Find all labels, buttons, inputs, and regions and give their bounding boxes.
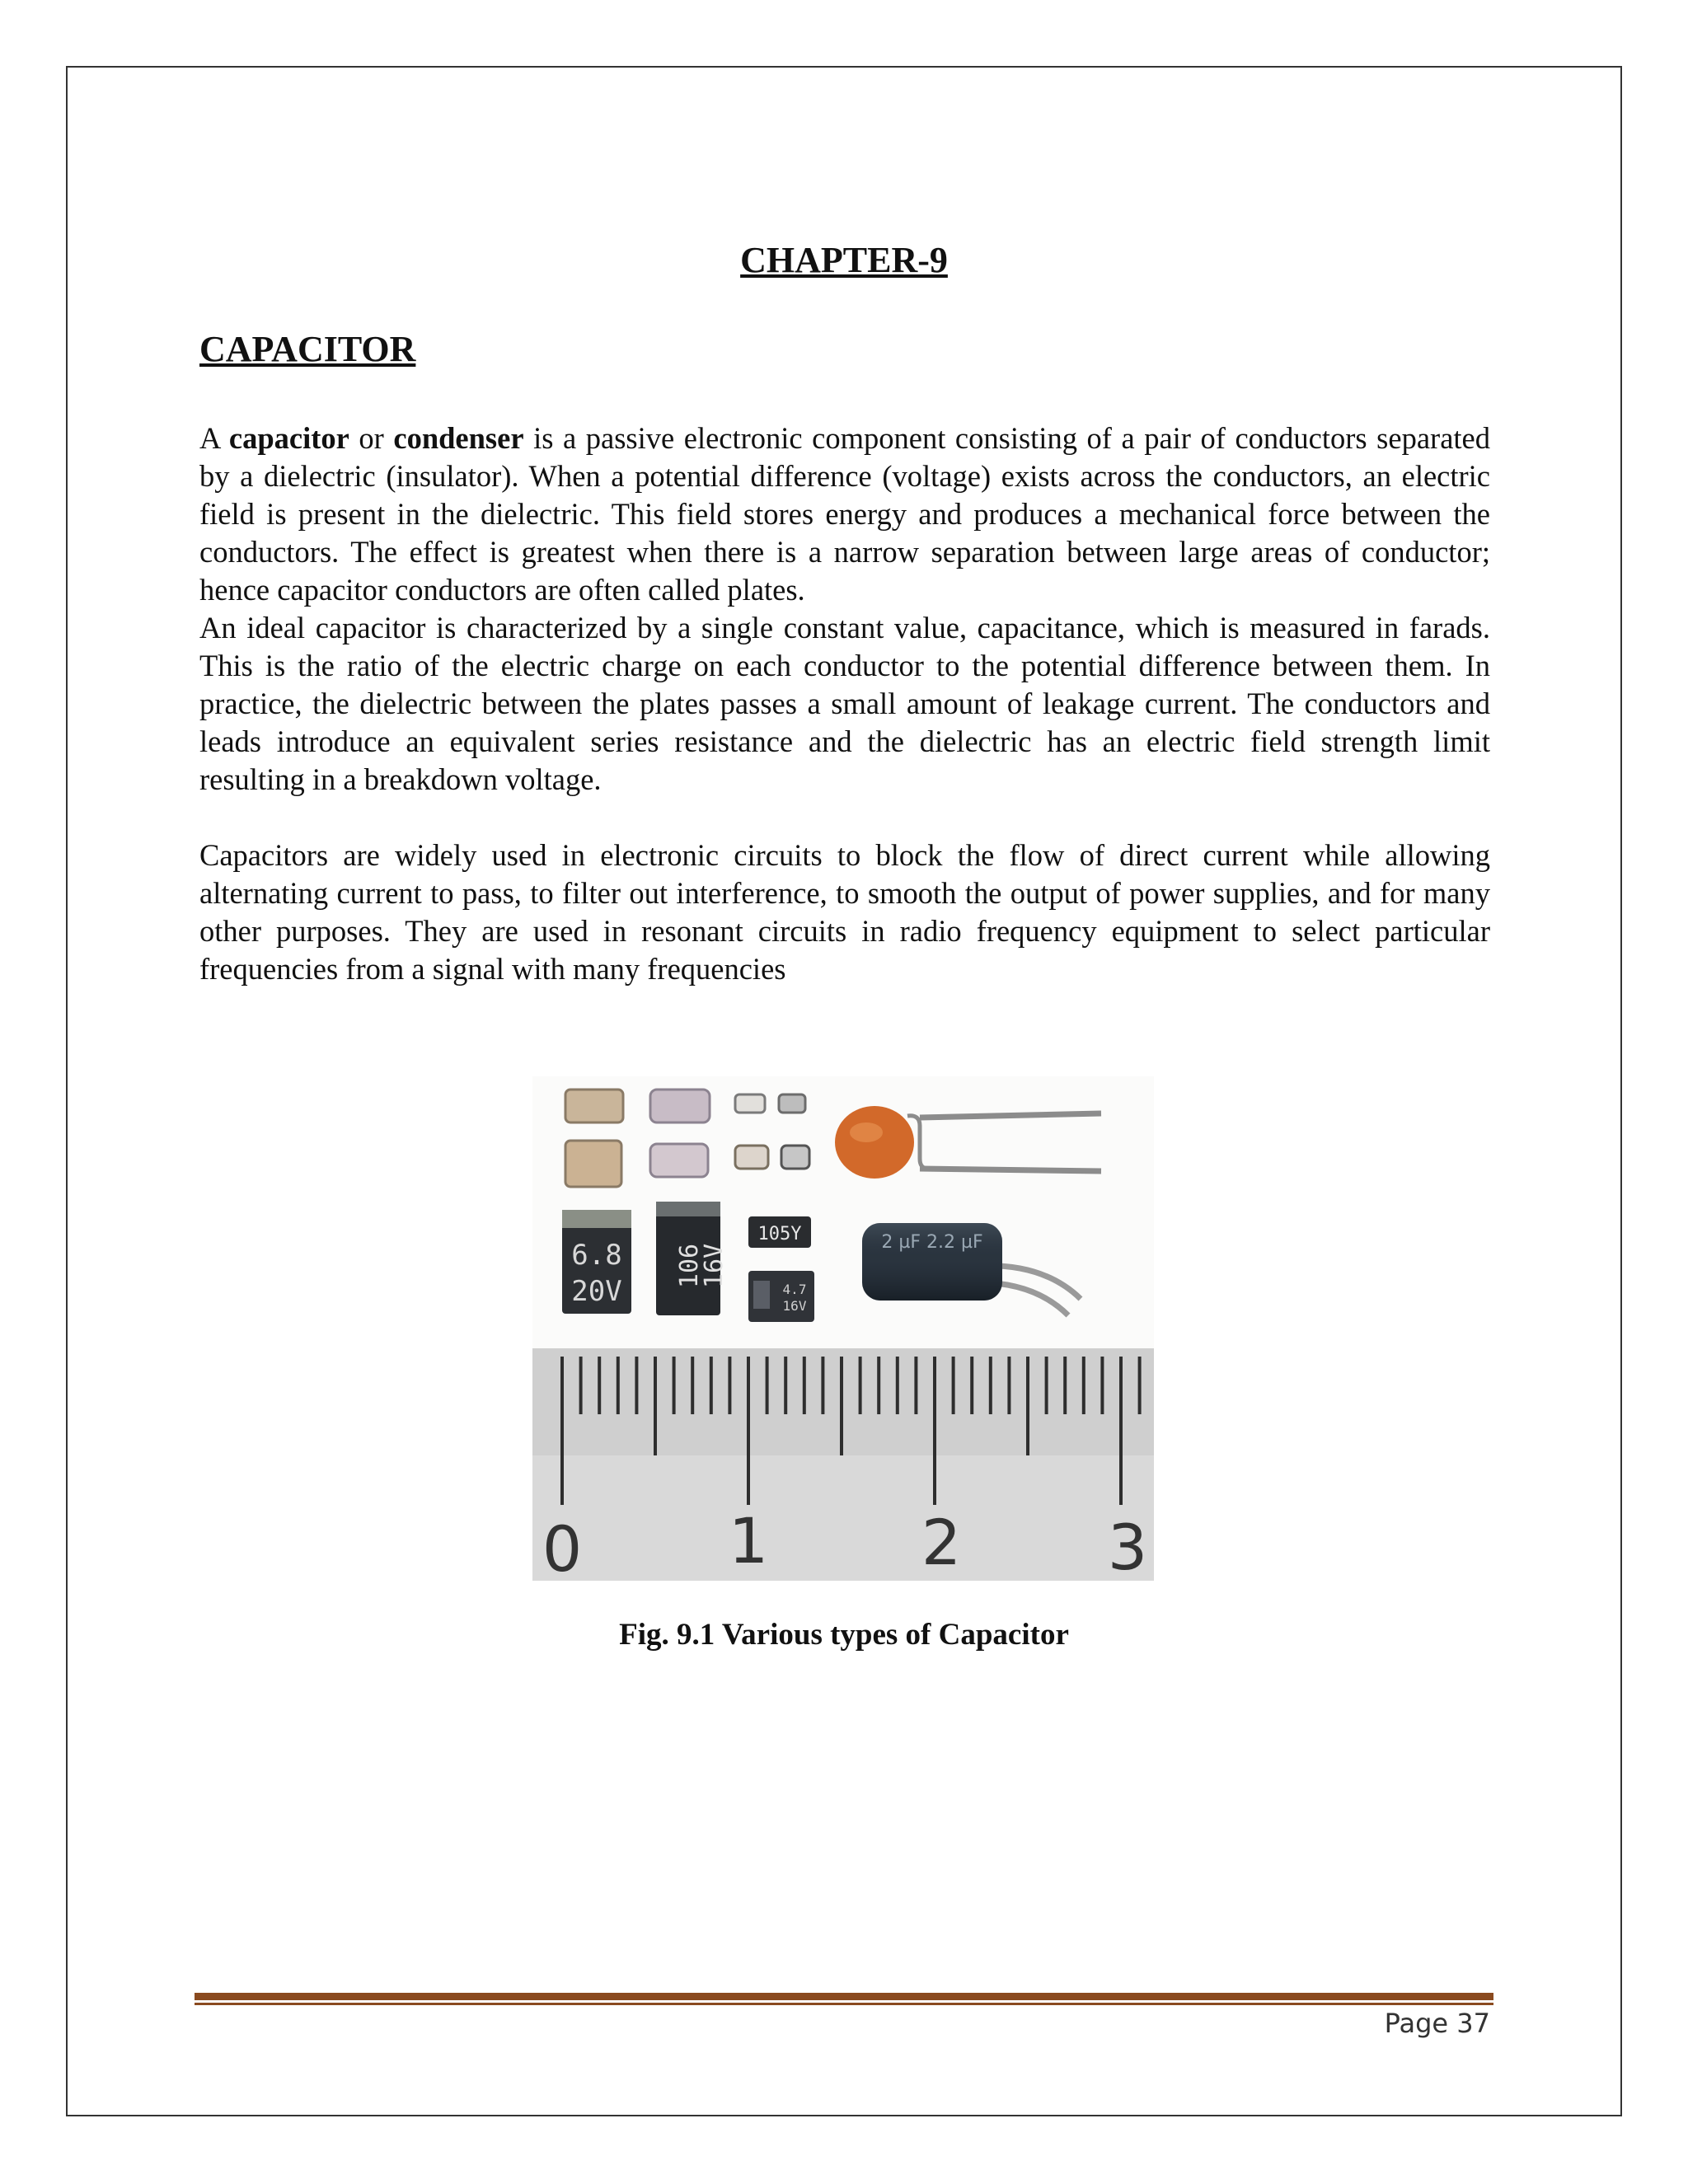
- paragraph-uses: Capacitors are widely used in electronic circuits to block the flow of direct current while allowing alternating current to pass, to filter out interference, to smooth the output of power supplies, and for many other purposes. They are used in resonant circuits in radio frequency equipment to select particular frequencies from a signal with many frequencies: [199, 838, 1490, 986]
- footer-rule-thin: [195, 2003, 1493, 2005]
- paragraph-text: is a passive electronic component consisting of a pair of conductors separated by a dielectric (insulator). When a potential difference (voltage) exists across the conductors, an electric field is present in the dielectric. This field stores energy and produces a mechanical force between the conductors. The effect is greatest when there is a narrow separation between large areas of conductor; hence capacitor conductors are often called plates.: [199, 421, 1490, 607]
- figure-caption: Fig. 9.1 Various types of Capacitor: [619, 1618, 1069, 1652]
- label-16v: 16V: [700, 1243, 729, 1289]
- capacitor-photo: [532, 1076, 1154, 1581]
- paragraph-text: or: [349, 421, 394, 455]
- section-title: CAPACITOR: [199, 329, 416, 369]
- label-105y: 105Y: [757, 1224, 802, 1244]
- ruler-label: 3: [1107, 1511, 1148, 1581]
- label-106: 106: [675, 1243, 704, 1289]
- paragraph-definition: [199, 419, 1490, 799]
- label-4-7: 4.7: [782, 1282, 807, 1297]
- label-6-8: 6.8: [571, 1239, 622, 1272]
- label-20v: 20V: [571, 1275, 622, 1308]
- paragraph-text: A: [199, 421, 229, 455]
- term-capacitor: capacitor: [228, 421, 349, 455]
- ruler: [532, 1348, 1154, 1581]
- paragraph-text: An ideal capacitor is characterized by a single constant value, capacitance, which is measured in farads. This is the ratio of the electric charge on each conductor to the potential difference between them. In practice, the dielectric between the plates passes a small amount of leakage current. The conductors and leads introduce an equivalent series resistance and the dielectric has an electric field strength limit resulting in a breakdown voltage.: [199, 611, 1490, 796]
- label-electrolytic: 2 µF 2.2 µF: [881, 1232, 983, 1253]
- term-condenser: condenser: [393, 421, 524, 455]
- chapter-title: CHAPTER-9: [740, 240, 948, 280]
- ruler-label: 2: [921, 1506, 962, 1579]
- label-16v-small: 16V: [782, 1298, 807, 1314]
- ruler-label: 0: [542, 1512, 583, 1581]
- footer-rule: [195, 1993, 1493, 2000]
- ruler-label: 1: [728, 1504, 769, 1577]
- page-number: Page 37: [1384, 2008, 1490, 2039]
